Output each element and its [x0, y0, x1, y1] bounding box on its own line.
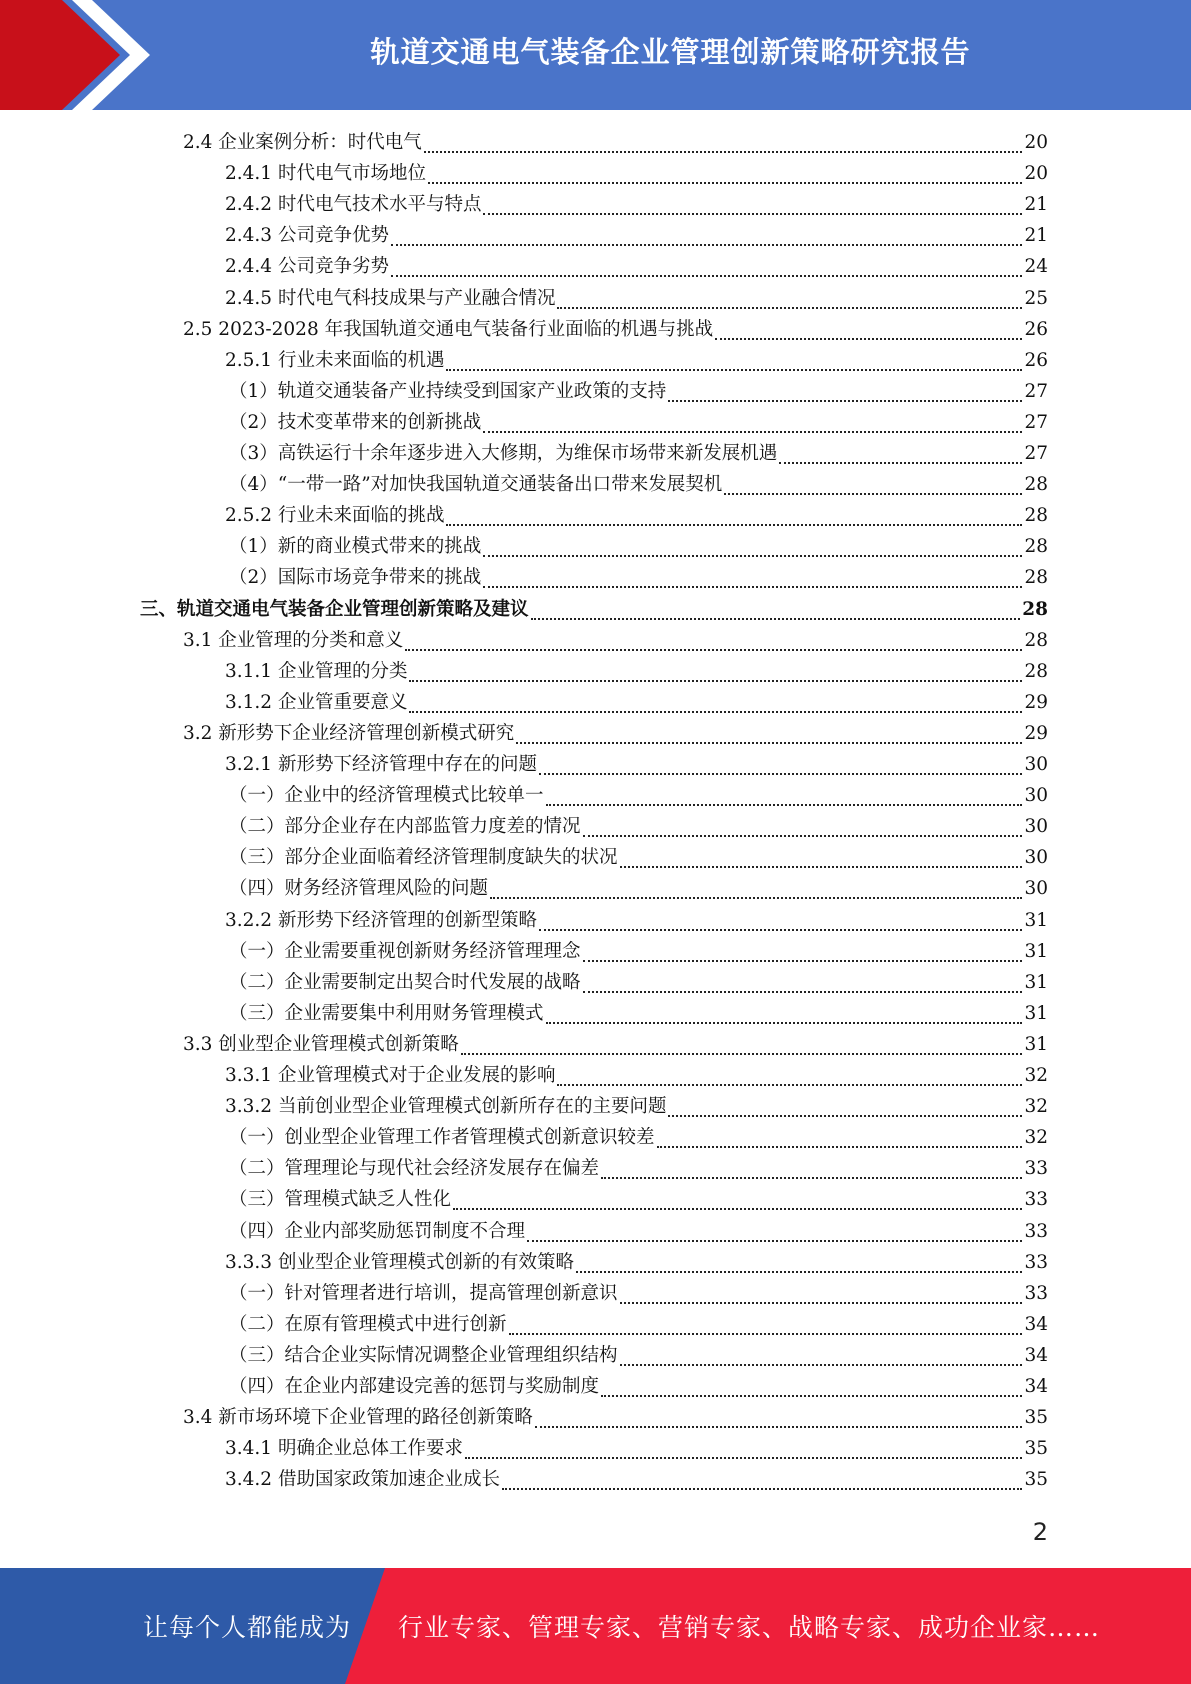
- toc-entry-page: 20: [1024, 163, 1048, 185]
- toc-entry[interactable]: [229, 1279, 1048, 1310]
- toc-entry-page: 29: [1024, 691, 1048, 713]
- toc-dot-leader: [546, 1022, 1023, 1024]
- toc-entry[interactable]: [229, 1310, 1048, 1341]
- toc-entry[interactable]: [229, 408, 1048, 439]
- toc-entry-label: 2.5 2023-2028 年我国轨道交通电气装备行业面临的机遇与挑战: [183, 318, 714, 340]
- toc-entry-page: 31: [1024, 1002, 1048, 1024]
- toc-entry-label: （四）财务经济管理风险的问题: [229, 878, 489, 900]
- toc-entry[interactable]: [229, 439, 1048, 470]
- toc-entry[interactable]: [183, 626, 1048, 657]
- toc-entry-label: （一）针对管理者进行培训，提高管理创新意识: [229, 1282, 618, 1304]
- toc-entry-page: 34: [1024, 1376, 1048, 1397]
- toc-entry-page: 31: [1024, 971, 1048, 993]
- toc-dot-leader: [668, 400, 1022, 402]
- toc-dot-leader: [516, 742, 1022, 744]
- toc-entry-page: 28: [1024, 660, 1048, 682]
- page-number: 2: [1032, 1518, 1048, 1546]
- toc-entry-page: 24: [1024, 256, 1048, 278]
- toc-dot-leader: [715, 338, 1022, 340]
- report-title: 轨道交通电气装备企业管理创新策略研究报告: [370, 34, 971, 69]
- toc-entry[interactable]: [225, 1248, 1048, 1279]
- toc-entry[interactable]: [183, 719, 1048, 750]
- toc-entry-label: 3.4 新市场环境下企业管理的路径创新策略: [183, 1407, 533, 1429]
- toc-dot-leader: [546, 804, 1023, 806]
- page-footer: [0, 1568, 1191, 1684]
- toc-dot-leader: [502, 1488, 1022, 1490]
- toc-dot-leader: [539, 929, 1022, 931]
- toc-entry[interactable]: [225, 252, 1048, 283]
- toc-entry-label: （1）新的商业模式带来的挑战: [229, 536, 482, 558]
- toc-entry-label: （一）创业型企业管理工作者管理模式创新意识较差: [229, 1127, 655, 1149]
- toc-entry[interactable]: [225, 657, 1048, 688]
- toc-entry[interactable]: [225, 346, 1048, 377]
- toc-entry[interactable]: [229, 812, 1048, 843]
- toc-dot-leader: [535, 1426, 1023, 1428]
- toc-entry[interactable]: [225, 284, 1048, 315]
- toc-entry-label: （三）管理模式缺乏人性化: [229, 1189, 452, 1211]
- toc-entry-label: （四）企业内部奖励惩罚制度不合理: [229, 1220, 526, 1242]
- toc-dot-leader: [620, 1302, 1023, 1304]
- toc-dot-leader: [620, 1364, 1023, 1366]
- toc-entry-label: 2.5.2 行业未来面临的挑战: [225, 505, 445, 527]
- toc-entry-label: （3）高铁运行十余年逐步进入大修期，为维保市场带来新发展机遇: [229, 443, 778, 464]
- toc-entry[interactable]: [229, 532, 1048, 563]
- toc-dot-leader: [446, 369, 1022, 371]
- footer-slogan-right: 行业专家、管理专家、营销专家、战略专家、成功企业家……: [398, 1613, 1101, 1642]
- toc-entry-label: （2）技术变革带来的创新挑战: [229, 411, 482, 433]
- toc-entry[interactable]: [225, 1061, 1048, 1092]
- toc-entry-page: 20: [1024, 132, 1048, 153]
- toc-entry-page: 32: [1024, 1127, 1048, 1149]
- toc-dot-leader: [531, 618, 1021, 620]
- toc-entry-page: 30: [1024, 878, 1048, 900]
- toc-entry-page: 28: [1024, 505, 1048, 527]
- toc-entry[interactable]: [225, 750, 1048, 781]
- toc-dot-leader: [483, 431, 1022, 433]
- toc-entry-page: 35: [1024, 1407, 1048, 1429]
- toc-entry[interactable]: [229, 1154, 1048, 1185]
- toc-entry[interactable]: [225, 501, 1048, 532]
- toc-entry-label: （二）部分企业存在内部监管力度差的情况: [229, 816, 581, 838]
- toc-entry-page: 34: [1024, 1344, 1048, 1366]
- toc-entry-label: 2.4 企业案例分析：时代电气: [183, 132, 422, 153]
- toc-entry[interactable]: [229, 563, 1048, 594]
- toc-entry-page: 34: [1024, 1313, 1048, 1335]
- toc-dot-leader: [601, 1395, 1022, 1397]
- toc-entry-label: 3.2 新形势下企业经济管理创新模式研究: [183, 722, 515, 744]
- toc-entry-page: 26: [1024, 349, 1048, 371]
- toc-dot-leader: [446, 524, 1022, 526]
- toc-entry-label: 三、轨道交通电气装备企业管理创新策略及建议: [140, 598, 529, 620]
- toc-entry[interactable]: [229, 1185, 1048, 1216]
- toc-entry[interactable]: [225, 221, 1048, 252]
- toc-entry[interactable]: [225, 190, 1048, 221]
- toc-entry-label: 3.1.1 企业管理的分类: [225, 660, 408, 682]
- toc-entry-page: 27: [1024, 411, 1048, 433]
- toc-entry-label: （三）结合企业实际情况调整企业管理组织结构: [229, 1344, 618, 1366]
- toc-entry-label: 3.1.2 企业管重要意义: [225, 691, 408, 713]
- toc-entry-page: 33: [1024, 1189, 1048, 1211]
- toc-dot-leader: [601, 1177, 1022, 1179]
- toc-entry-label: 2.5.1 行业未来面临的机遇: [225, 349, 445, 371]
- toc-entry[interactable]: [140, 595, 1048, 626]
- toc-dot-leader: [657, 1146, 1023, 1148]
- toc-entry-label: 2.4.2 时代电气技术水平与特点: [225, 194, 482, 216]
- toc-entry[interactable]: [225, 1465, 1048, 1496]
- chevron-logo-icon: [0, 0, 150, 110]
- toc-entry[interactable]: [225, 1092, 1048, 1123]
- toc-entry-page: 28: [1022, 598, 1048, 620]
- toc-entry-label: 2.4.5 时代电气科技成果与产业融合情况: [225, 287, 556, 309]
- toc-entry[interactable]: [229, 968, 1048, 999]
- toc-entry-label: （二）在原有管理模式中进行创新: [229, 1313, 507, 1335]
- toc-entry-label: 3.3.2 当前创业型企业管理模式创新所存在的主要问题: [225, 1096, 667, 1118]
- toc-entry-label: （一）企业需要重视创新财务经济管理理念: [229, 940, 581, 962]
- toc-dot-leader: [465, 1457, 1022, 1459]
- toc-entry[interactable]: [183, 128, 1048, 159]
- toc-dot-leader: [557, 307, 1022, 309]
- toc-entry[interactable]: [229, 937, 1048, 968]
- toc-dot-leader: [576, 1271, 1022, 1273]
- toc-entry-page: 28: [1024, 474, 1048, 496]
- toc-entry-label: 3.1 企业管理的分类和意义: [183, 629, 404, 651]
- toc-entry-page: 21: [1024, 194, 1048, 216]
- toc-entry-page: 21: [1024, 225, 1048, 247]
- toc-dot-leader: [409, 711, 1022, 713]
- toc-entry-label: （三）企业需要集中利用财务管理模式: [229, 1002, 544, 1024]
- toc-entry-page: 30: [1024, 847, 1048, 869]
- toc-dot-leader: [779, 462, 1022, 464]
- toc-entry-page: 28: [1024, 567, 1048, 589]
- toc-dot-leader: [539, 773, 1022, 775]
- toc-entry[interactable]: [225, 906, 1048, 937]
- toc-dot-leader: [391, 275, 1022, 277]
- toc-dot-leader: [583, 991, 1023, 993]
- footer-slogan-left: 让每个人都能成为: [143, 1613, 352, 1642]
- toc-entry-label: （4）“一带一路”对加快我国轨道交通装备出口带来发展契机: [229, 474, 723, 496]
- toc-dot-leader: [391, 244, 1022, 246]
- toc-dot-leader: [405, 649, 1022, 651]
- toc-entry-label: 3.4.2 借助国家政策加速企业成长: [225, 1469, 500, 1491]
- toc-dot-leader: [483, 213, 1022, 215]
- toc-entry-page: 31: [1024, 940, 1048, 962]
- toc-entry-page: 28: [1024, 536, 1048, 558]
- toc-entry-page: 27: [1024, 443, 1048, 464]
- toc-entry-page: 26: [1024, 318, 1048, 340]
- toc-entry-label: 3.3.1 企业管理模式对于企业发展的影响: [225, 1065, 556, 1086]
- toc-dot-leader: [527, 1240, 1022, 1242]
- toc-dot-leader: [668, 1115, 1022, 1117]
- toc-entry-page: 27: [1024, 380, 1048, 402]
- toc-entry-page: 31: [1024, 909, 1048, 931]
- toc-entry[interactable]: [229, 781, 1048, 812]
- toc-entry-page: 33: [1024, 1220, 1048, 1242]
- toc-entry-label: 2.4.4 公司竞争劣势: [225, 256, 389, 278]
- toc-entry[interactable]: [225, 1434, 1048, 1465]
- toc-entry[interactable]: [229, 1123, 1048, 1154]
- toc-dot-leader: [583, 835, 1023, 837]
- toc-dot-leader: [461, 1053, 1023, 1055]
- toc-entry-label: 2.4.1 时代电气市场地位: [225, 163, 426, 185]
- toc-entry-page: 33: [1024, 1251, 1048, 1273]
- toc-entry-page: 30: [1024, 754, 1048, 775]
- toc-entry-page: 29: [1024, 722, 1048, 744]
- toc-dot-leader: [483, 555, 1022, 557]
- toc-dot-leader: [409, 680, 1022, 682]
- toc-entry[interactable]: [183, 1030, 1048, 1061]
- toc-entry[interactable]: [229, 843, 1048, 874]
- toc-dot-leader: [453, 1208, 1022, 1210]
- toc-entry-label: （2）国际市场竞争带来的挑战: [229, 567, 482, 589]
- toc-entry[interactable]: [229, 470, 1048, 501]
- toc-entry-label: 2.4.3 公司竞争优势: [225, 225, 389, 247]
- toc-entry[interactable]: [229, 1341, 1048, 1372]
- toc-dot-leader: [428, 182, 1022, 184]
- toc-dot-leader: [509, 1333, 1023, 1335]
- toc-dot-leader: [490, 897, 1022, 899]
- toc-dot-leader: [583, 960, 1023, 962]
- toc-entry-label: 3.4.1 明确企业总体工作要求: [225, 1438, 463, 1460]
- toc-entry-page: 25: [1024, 287, 1048, 309]
- toc-entry-page: 30: [1024, 785, 1048, 807]
- toc-entry-label: （1）轨道交通装备产业持续受到国家产业政策的支持: [229, 380, 667, 402]
- toc-entry-label: 3.3 创业型企业管理模式创新策略: [183, 1033, 459, 1055]
- toc-entry[interactable]: [229, 999, 1048, 1030]
- toc-dot-leader: [620, 866, 1023, 868]
- toc-entry-label: 3.3.3 创业型企业管理模式创新的有效策略: [225, 1251, 574, 1273]
- toc-entry-page: 35: [1024, 1469, 1048, 1491]
- toc-entry[interactable]: [229, 874, 1048, 905]
- toc-entry[interactable]: [183, 1403, 1048, 1434]
- toc-entry-page: 30: [1024, 816, 1048, 838]
- toc-entry-label: （三）部分企业面临着经济管理制度缺失的状况: [229, 847, 618, 869]
- toc-entry[interactable]: [229, 1372, 1048, 1403]
- toc-dot-leader: [424, 151, 1023, 153]
- toc-entry-label: 3.2.2 新形势下经济管理的创新型策略: [225, 909, 537, 931]
- toc-entry[interactable]: [225, 688, 1048, 719]
- toc-entry[interactable]: [183, 315, 1048, 346]
- toc-entry-page: 28: [1024, 629, 1048, 651]
- toc-entry[interactable]: [229, 1217, 1048, 1248]
- toc-entry-label: （二）企业需要制定出契合时代发展的战略: [229, 971, 581, 993]
- toc-entry-page: 33: [1024, 1282, 1048, 1304]
- toc-entry-page: 35: [1024, 1438, 1048, 1460]
- toc-dot-leader: [724, 493, 1022, 495]
- toc-entry-label: （一）企业中的经济管理模式比较单一: [229, 785, 544, 807]
- toc-entry[interactable]: [229, 377, 1048, 408]
- toc-entry-page: 32: [1024, 1065, 1048, 1086]
- toc-entry-label: （二）管理理论与现代社会经济发展存在偏差: [229, 1158, 600, 1180]
- toc-dot-leader: [483, 586, 1022, 588]
- page-header: [0, 0, 1191, 110]
- toc-dot-leader: [557, 1084, 1022, 1086]
- toc-entry-page: 32: [1024, 1096, 1048, 1118]
- toc-entry-label: （四）在企业内部建设完善的惩罚与奖励制度: [229, 1376, 600, 1397]
- toc-entry-page: 31: [1024, 1033, 1048, 1055]
- toc-entry[interactable]: [225, 159, 1048, 190]
- toc-entry-label: 3.2.1 新形势下经济管理中存在的问题: [225, 754, 537, 775]
- toc-entry-page: 33: [1024, 1158, 1048, 1180]
